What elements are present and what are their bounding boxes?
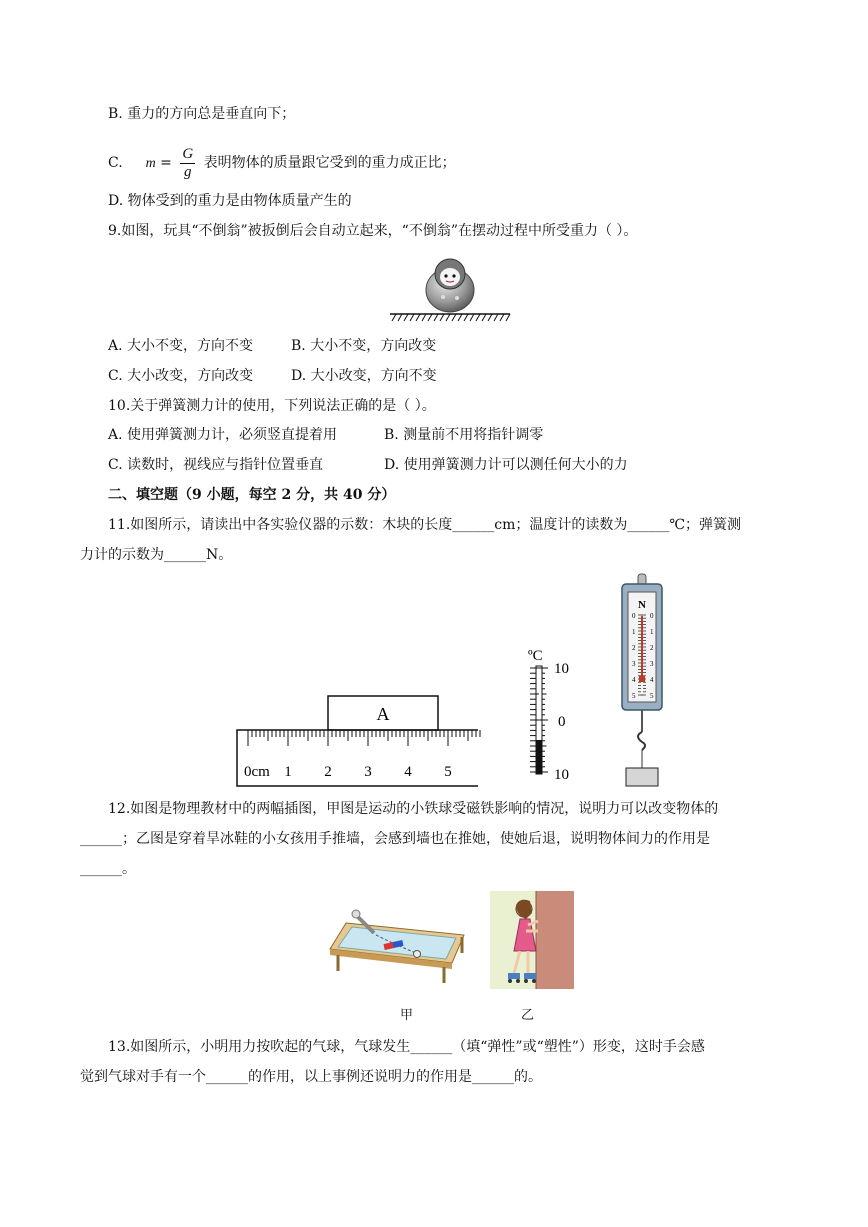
q13-line-1: 13.如图所示，小明用力按吹起的气球，气球发生______（填“弹性”或“塑性”）形变，这时手会感 (108, 1039, 705, 1055)
q9-option-a: A. 大小不变，方向不变 (108, 338, 254, 354)
q10-option-b: B. 测量前不用将指针调零 (384, 427, 544, 443)
scale-unit: N (638, 599, 646, 611)
girl-pushing-wall-figure (490, 891, 574, 989)
q9-option-d: D. 大小改变，方向不变 (291, 368, 437, 384)
ruler-label-5: 5 (444, 764, 452, 780)
caption-jia: 甲 (400, 1008, 414, 1023)
fraction-numerator: G (182, 145, 194, 162)
q9-option-b: B. 大小不变，方向改变 (291, 338, 437, 354)
fraction-denominator: g (184, 163, 192, 180)
scale-number-right-3: 3 (650, 660, 654, 668)
q8-option-c-eq: = (160, 155, 172, 171)
q10-option-d: D. 使用弹簧测力计可以测任何大小的力 (384, 457, 628, 473)
ruler-label-1: 1 (284, 764, 292, 780)
q8-option-c-fraction (180, 146, 195, 181)
q12-line-1: 12.如图是物理教材中的两幅插图，甲图是运动的小铁球受磁铁影响的情况，说明力可以改变物体的 (108, 801, 719, 817)
ruler-label-0: 0cm (244, 764, 270, 780)
thermometer-unit: ºC (528, 648, 543, 664)
caption-yi: 乙 (521, 1008, 535, 1023)
scale-number-right-0: 0 (650, 612, 654, 620)
thermometer-label-top: 10 (554, 661, 569, 677)
q8-option-c-m: m (145, 156, 156, 171)
thermometer-figure (522, 640, 582, 785)
section-heading: 二、填空题（9 小题，每空 2 分，共 40 分） (108, 487, 396, 503)
scale-number-right-5: 5 (650, 692, 654, 700)
ruler-label-2: 2 (324, 764, 332, 780)
q10-option-a: A. 使用弹簧测力计，必须竖直提着用 (108, 427, 338, 443)
ruler-figure (232, 690, 482, 790)
q8-option-c-text: 表明物体的质量跟它受到的重力成正比； (203, 155, 456, 171)
q12-line-3: ______。 (80, 861, 136, 877)
thermometer-label-bottom: 10 (554, 767, 569, 783)
q10-stem: 10.关于弹簧测力计的使用，下列说法正确的是（ ）。 (108, 398, 436, 414)
q11-line-1: 11.如图所示，请读出中各实验仪器的示数：木块的长度______cm；温度计的读数为______℃；弹簧测 (108, 517, 742, 533)
scale-number-right-4: 4 (650, 676, 654, 684)
scale-number-left-3: 3 (632, 660, 636, 668)
magnet-table-figure (324, 905, 469, 987)
q13-line-2: 觉到气球对手有一个______的作用，以上事例还说明力的作用是______的。 (80, 1069, 542, 1085)
ruler-label-3: 3 (364, 764, 372, 780)
scale-number-right-1: 1 (650, 628, 654, 636)
ruler-label-4: 4 (404, 764, 412, 780)
thermometer-label-zero: 0 (558, 714, 566, 730)
scale-number-left-1: 1 (632, 628, 636, 636)
scale-number-left-2: 2 (632, 644, 636, 652)
q12-line-2: ______；乙图是穿着旱冰鞋的小女孩用手推墙，会感到墙也在推她，使她后退，说明物体间力的作用是 (80, 831, 710, 847)
tumbler-toy-figure (388, 252, 512, 324)
block-label: A (376, 704, 390, 724)
spring-scale-figure (614, 572, 670, 788)
q11-line-2: 力计的示数为______N。 (80, 547, 233, 563)
q9-option-c: C. 大小改变，方向改变 (108, 368, 254, 384)
scale-number-left-5: 5 (632, 692, 636, 700)
q8-option-b: B. 重力的方向总是垂直向下； (108, 106, 296, 122)
scale-number-right-2: 2 (650, 644, 654, 652)
scale-number-left-4: 4 (632, 676, 636, 684)
q8-option-c (108, 143, 456, 183)
q9-stem: 9.如图，玩具“不倒翁”被扳倒后会自动立起来，“不倒翁”在摆动过程中所受重力（ ）。 (108, 223, 638, 239)
q8-option-c-prefix: C. (108, 155, 123, 171)
scale-number-left-0: 0 (632, 612, 636, 620)
q10-option-c: C. 读数时，视线应与指针位置垂直 (108, 457, 324, 473)
q8-option-d: D. 物体受到的重力是由物体质量产生的 (108, 193, 352, 209)
